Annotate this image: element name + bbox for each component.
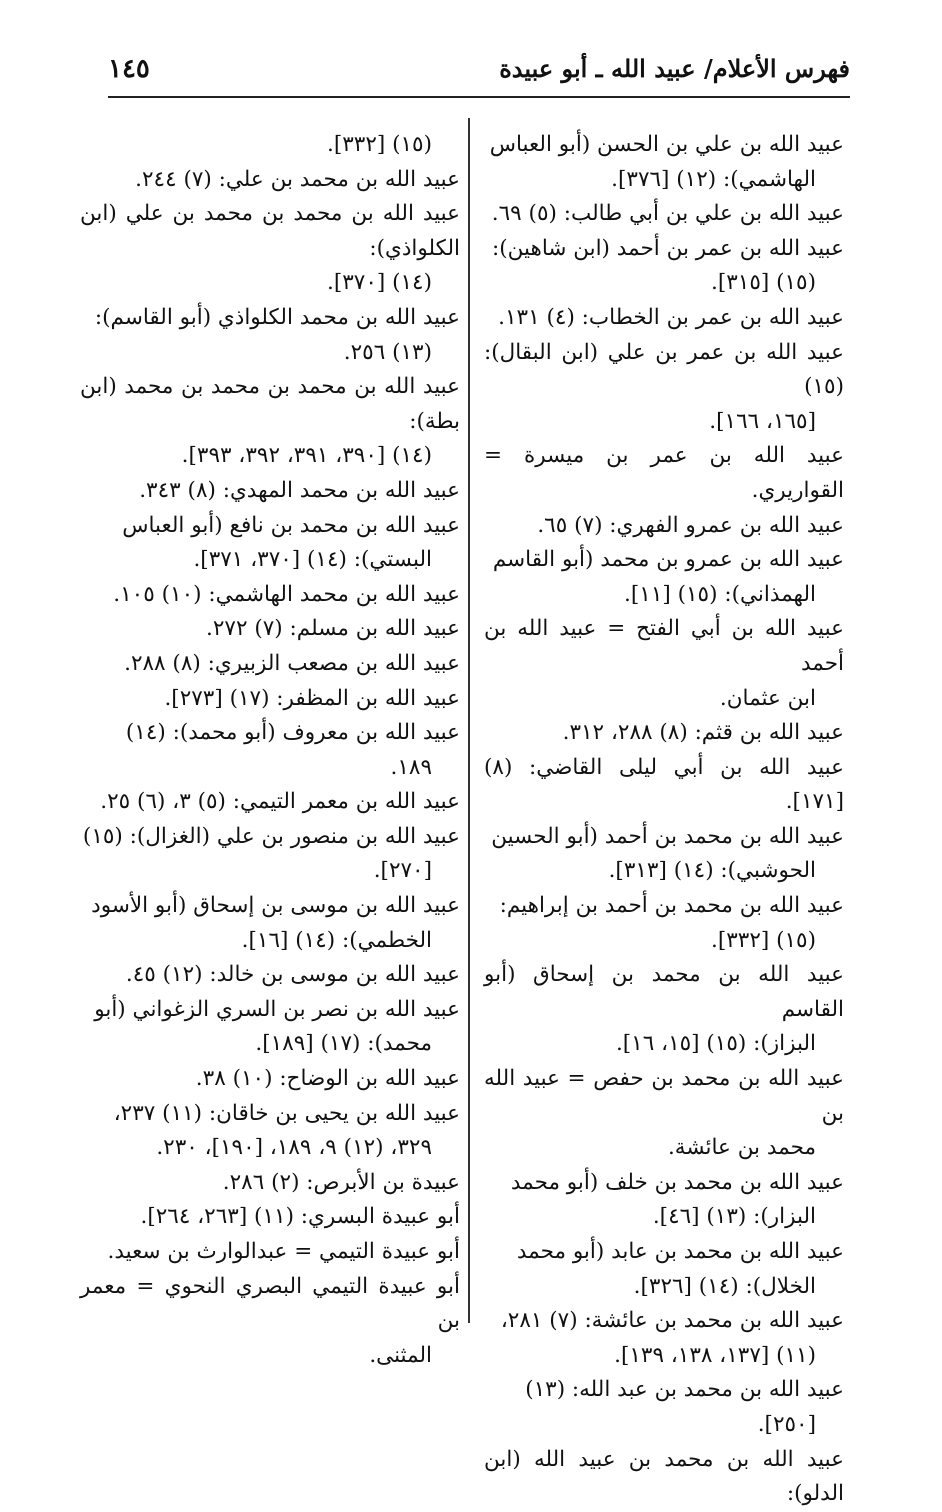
- index-entry: [484, 543, 844, 612]
- entry-continuation-line: (١٥) [٣٣٢].: [710, 927, 816, 953]
- index-entry: [80, 474, 460, 509]
- index-entry: [80, 1235, 460, 1270]
- index-entry: [80, 1270, 460, 1374]
- index-entry: [484, 197, 844, 232]
- entry-head-line: عبيد الله بن محمد بن إسحاق (أبو القاسم: [484, 962, 844, 1022]
- index-entry: [80, 1200, 460, 1235]
- entry-head-line: عبيد الله بن محمد بن أحمد (أبو الحسين: [491, 823, 844, 849]
- entry-continuation-line: محمد بن عائشة.: [667, 1135, 816, 1161]
- entry-continuation-line: الهمذاني): (١٥) [١١].: [624, 581, 816, 607]
- entry-continuation-line: المثنى.: [369, 1342, 432, 1368]
- running-title: فهرس الأعلام/ عبيد الله ـ أبو عبيدة: [499, 54, 850, 83]
- index-entry: [484, 439, 844, 508]
- index-entry: [484, 128, 844, 197]
- index-entry: [80, 716, 460, 785]
- entry-head-line: عبيد الله بن مسلم: (٧) ٢٧٢.: [206, 616, 460, 642]
- entry-head-line: عبيدة بن الأبرص: (٢) ٢٨٦.: [222, 1169, 460, 1195]
- entry-continuation-line: البستي): (١٤) [٣٧٠، ٣٧١].: [193, 547, 432, 573]
- entry-head-line: عبيد الله بن أبي الفتح = عبيد الله بن أحمد: [484, 616, 844, 676]
- index-entry: [484, 1235, 844, 1304]
- index-entry: [80, 682, 460, 717]
- entry-continuation-line: محمد): (١٧) [١٨٩].: [255, 1031, 432, 1057]
- entry-head-line: عبيد الله بن عمر بن الخطاب: (٤) ١٣١.: [498, 304, 844, 330]
- entry-continuation-line: (١٤) [٣٩٠، ٣٩١، ٣٩٢، ٣٩٣].: [181, 443, 432, 469]
- entry-head-line: عبيد الله بن علي بن الحسن (أبو العباس: [489, 132, 844, 157]
- entry-head-line: أبو عبيدة التيمي = عبدالوارث بن سعيد.: [107, 1239, 460, 1264]
- entry-head-line: عبيد الله بن محمد بن حفص = عبيد الله بن: [484, 1066, 844, 1126]
- entry-head-line: عبيد الله بن محمد الكلواذي (أبو القاسم):: [94, 304, 460, 330]
- entry-head-line: عبيد الله بن عمر بن علي (ابن البقال): (١٥): [484, 339, 844, 400]
- index-entry: [80, 370, 460, 474]
- entry-head-line: أبو عبيدة التيمي البصري النحوي = معمر بن: [80, 1273, 460, 1334]
- index-column-left: [80, 128, 460, 1373]
- column-divider: [468, 118, 470, 1323]
- entry-continuation-line: الخلال): (١٤) [٣٢٦].: [633, 1273, 816, 1299]
- entry-head-line: عبيد الله بن يحيى بن خاقان: (١١) ٢٣٧،: [113, 1100, 460, 1126]
- entry-head-line: عبيد الله بن نصر بن السري الزغواني (أبو: [94, 996, 460, 1022]
- entry-continuation-line: [١٦٥، ١٦٦].: [709, 408, 816, 434]
- entry-continuation-line: الحوشبي): (١٤) [٣١٣].: [608, 858, 816, 884]
- page-header: [108, 52, 850, 92]
- entry-head-line: عبيد الله بن محمد بن محمد بن محمد (ابن بطة):: [80, 374, 460, 434]
- entry-head-line: عبيد الله بن محمد بن نافع (أبو العباس: [122, 512, 460, 538]
- entry-continuation-line: الخطمي): (١٤) [١٦].: [241, 927, 432, 953]
- entry-head-line: عبيد الله بن عمرو بن محمد (أبو القاسم: [492, 547, 844, 573]
- entry-head-line: عبيد الله بن محمد بن عابد (أبو محمد: [516, 1239, 844, 1264]
- entry-head-line: عبيد الله بن محمد بن عائشة: (٧) ٢٨١،: [500, 1308, 844, 1334]
- index-entry: [80, 1062, 460, 1097]
- entry-head-line: عبيد الله بن محمد بن علي: (٧) ٢٤٤.: [135, 166, 460, 192]
- index-entry: [80, 301, 460, 370]
- entry-continuation-line: الهاشمي): (١٢) [٣٧٦].: [611, 166, 816, 192]
- entry-head-line: عبيد الله بن معمر التيمي: (٥) ٣، (٦) ٢٥.: [100, 789, 460, 815]
- entry-continuation-line: [٢٥٠].: [757, 1411, 816, 1437]
- index-entry: [80, 612, 460, 647]
- index-entry: [80, 163, 460, 198]
- entry-continuation-line: (١٥) [٣٣٢].: [326, 132, 432, 157]
- index-entry: [484, 1443, 844, 1512]
- entry-continuation-line: ٣٢٩، (١٢) ٩، ١٨٩، [١٩٠]، ٢٣٠.: [156, 1135, 432, 1161]
- index-entry: [80, 128, 460, 163]
- entry-head-line: عبيد الله بن موسى بن إسحاق (أبو الأسود: [91, 893, 460, 919]
- index-entry: [484, 509, 844, 544]
- index-entry: [80, 647, 460, 682]
- index-entry: [484, 751, 844, 820]
- index-entry: [484, 336, 844, 440]
- index-entry: [484, 716, 844, 751]
- entry-head-line: عبيد الله بن أبي ليلى القاضي: (٨) [١٧١].: [484, 754, 844, 815]
- header-rule: [108, 96, 850, 98]
- index-entry: [484, 1304, 844, 1373]
- entry-head-line: عبيد الله بن عمر بن أحمد (ابن شاهين):: [492, 235, 844, 261]
- entry-head-line: عبيد الله بن قثم: (٨) ٢٨٨، ٣١٢.: [562, 720, 844, 746]
- page-number: ١٤٥: [108, 54, 150, 84]
- entry-continuation-line: (١٣) ٢٥٦.: [343, 339, 432, 365]
- index-entry: [484, 1062, 844, 1166]
- entry-head-line: عبيد الله بن محمد بن خلف (أبو محمد: [510, 1169, 844, 1195]
- index-entry: [484, 232, 844, 301]
- entry-continuation-line: [٢٧٠].: [373, 858, 432, 884]
- index-entry: [484, 1373, 844, 1442]
- index-entry: [80, 785, 460, 820]
- entry-continuation-line: (١١) [١٣٧، ١٣٨، ١٣٩].: [614, 1342, 816, 1368]
- entry-head-line: عبيد الله بن الوضاح: (١٠) ٣٨.: [195, 1066, 460, 1092]
- entry-head-line: عبيد الله بن عمر بن ميسرة = القواريري.: [484, 443, 844, 503]
- index-entry: [80, 509, 460, 578]
- index-entry: [80, 1097, 460, 1166]
- entry-head-line: عبيد الله بن عمرو الفهري: (٧) ٦٥.: [537, 512, 844, 538]
- entry-head-line: عبيد الله بن علي بن أبي طالب: (٥) ٦٩.: [491, 201, 844, 227]
- entry-continuation-line: ابن عثمان.: [719, 685, 816, 711]
- entry-head-line: عبيد الله بن منصور بن علي (الغزال): (١٥): [82, 823, 460, 849]
- entry-continuation-line: البزار): (١٣) [٤٦].: [652, 1204, 816, 1230]
- entry-head-line: عبيد الله بن المظفر: (١٧) [٢٧٣].: [164, 685, 460, 711]
- entry-head-line: عبيد الله بن مصعب الزبيري: (٨) ٢٨٨.: [124, 650, 460, 676]
- index-entry: [80, 197, 460, 301]
- index-entry: [80, 958, 460, 993]
- entry-continuation-line: ١٨٩.: [390, 754, 432, 780]
- index-entry: [484, 1166, 844, 1235]
- index-entry: [484, 889, 844, 958]
- entry-head-line: عبيد الله بن محمد بن عبد الله: (١٣): [525, 1377, 844, 1403]
- entry-continuation-line: (١٤) [٣٧٠].: [326, 270, 432, 296]
- index-entry: [484, 612, 844, 716]
- index-entry: [484, 820, 844, 889]
- entry-continuation-line: البزاز): (١٥) [١٥، ١٦].: [615, 1031, 816, 1057]
- index-entry: [80, 820, 460, 889]
- index-entry: [80, 993, 460, 1062]
- entry-head-line: عبيد الله بن محمد المهدي: (٨) ٣٤٣.: [139, 477, 460, 503]
- index-entry: [80, 1166, 460, 1201]
- entry-head-line: أبو عبيدة البسري: (١١) [٢٦٣، ٢٦٤].: [140, 1204, 460, 1230]
- index-entry: [80, 578, 460, 613]
- index-entry: [484, 301, 844, 336]
- index-entry: [484, 958, 844, 1062]
- index-column-right: [484, 128, 844, 1512]
- entry-head-line: عبيد الله بن محمد الهاشمي: (١٠) ١٠٥.: [113, 581, 460, 607]
- entry-head-line: عبيد الله بن معروف (أبو محمد): (١٤): [125, 720, 460, 746]
- entry-head-line: عبيد الله بن محمد بن محمد بن علي (ابن الكلواذي):: [80, 201, 460, 261]
- entry-head-line: عبيد الله بن موسى بن خالد: (١٢) ٤٥.: [125, 962, 460, 988]
- entry-head-line: عبيد الله بن محمد بن أحمد بن إبراهيم:: [499, 893, 844, 919]
- entry-head-line: عبيد الله بن محمد بن عبيد الله (ابن الدلو):: [484, 1446, 844, 1507]
- entry-continuation-line: (١٥) [٣١٥].: [710, 270, 816, 296]
- index-entry: [80, 889, 460, 958]
